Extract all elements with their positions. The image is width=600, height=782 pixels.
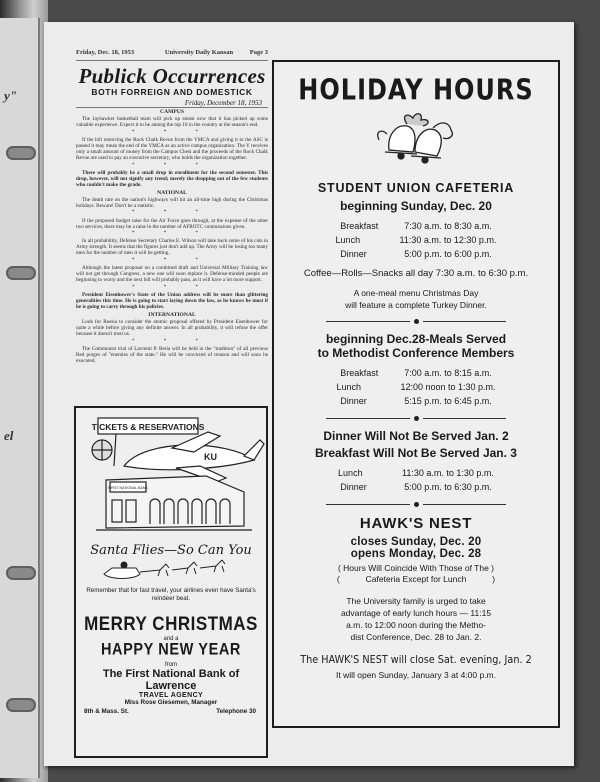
column-separator: * * * <box>132 162 212 168</box>
ad-travel-agency: TRAVEL AGENCY <box>138 692 204 699</box>
meal-time: 5:15 p.m. to 6:45 p.m. <box>404 396 492 406</box>
meal-label: Lunch <box>338 468 363 478</box>
holiday-hours-box <box>272 60 560 728</box>
cafeteria-meal-list <box>274 219 558 261</box>
ad-manager: Miss Rose Giesemen, Manager <box>124 699 218 706</box>
column-separator: * * * <box>132 231 212 237</box>
ad-slogan: Santa Flies—So Can You <box>90 543 252 558</box>
section-divider <box>326 502 506 507</box>
meal-row <box>274 466 558 480</box>
january-meal-list <box>274 466 558 494</box>
page-header <box>76 49 268 56</box>
column-paragraph: Look for Russia to consider the atomic proposal offered by President Eisenhower for quite a while before giving any definite answer. In all probability, it will refuse the offer because it doesn't trust us. <box>76 318 268 338</box>
column-paragraph: President Eisenhower's State of the Union address will be more than glittering generalities this time. He is going to start laying down the law, as he knows he must if he is going to carry through his policies. <box>76 292 268 311</box>
hawks-nest-opens: opens Monday, Dec. 28 <box>350 548 482 560</box>
binder-ring <box>6 566 36 580</box>
coffee-rolls-snacks: Coffee—Rolls—Snacks all day 7:30 a.m. to 6:30 p.m. <box>303 268 529 279</box>
column-paragraph: The death rate on the nation's highways will hit an all-time high during the Christmas holidays. Beware! Don't be a statistic. <box>76 196 268 209</box>
meal-label: Dinner <box>340 249 367 259</box>
jan-breakfast-notice: Breakfast Will Not Be Served Jan. 3 <box>315 446 517 460</box>
meal-time: 7:00 a.m. to 8:15 a.m. <box>404 368 492 378</box>
ad-footer <box>76 706 266 715</box>
meal-time: 11:30 a.m. to 1:30 p.m. <box>402 468 494 478</box>
meal-row <box>274 233 558 247</box>
meal-label: Lunch <box>336 382 361 392</box>
column-paragraph: Although the latest proposal on a combined draft and Universal Military Training law will not get through Congress, a new one will soon replace it. Defense-minded people are beginning to worry and the next bill will probably pass, as it will have a lot more support. <box>76 265 268 284</box>
meal-row <box>274 219 558 233</box>
section-divider <box>326 319 506 324</box>
ad-and-a: and a <box>163 636 179 642</box>
column-separator: * * * <box>132 129 212 135</box>
binder-ring <box>6 698 36 712</box>
meal-label: Breakfast <box>340 221 379 231</box>
column-subtitle: BOTH FORREIGN AND DOMESTICK <box>91 87 253 97</box>
ad-bank-name: The First National Bank of Lawrence <box>102 668 240 692</box>
meal-row <box>274 394 558 408</box>
bank-advertisement <box>74 406 268 758</box>
column-masthead <box>76 60 268 108</box>
meal-time: 5:00 p.m. to 6:30 p.m. <box>404 482 492 492</box>
ad-from: from <box>165 662 177 668</box>
meal-time: 11:30 a.m. to 12:30 p.m. <box>399 235 497 245</box>
column-section-heading: INTERNATIONAL <box>148 311 196 318</box>
section-divider <box>326 416 506 421</box>
methodist-meal-list <box>274 366 558 408</box>
meal-row <box>274 480 558 494</box>
adjacent-page-edge <box>0 18 40 778</box>
column-paragraph: The Jayhawker basketball team will pick up steam now that it has picked up some valuable experience. Expect it to be among the top 10 in the country at the season's end. <box>76 116 268 129</box>
binder-ring <box>6 266 36 280</box>
plane-bank-illustration <box>76 408 266 536</box>
methodist-line2: to Methodist Conference Members <box>317 346 515 360</box>
meal-time: 5:00 p.m. to 6:00 p.m. <box>404 249 492 259</box>
column-body <box>76 109 268 364</box>
column-paragraph: There will probably be a small drop in enrollment for the second semester. This drop, however, will not signify any trend; merely the dropping out of the few students who couldn't make the grade. <box>76 169 268 189</box>
sign-text: TICKETS & RESERVATIONS <box>91 422 205 432</box>
cafeteria-heading: STUDENT UNION CAFETERIA <box>317 181 515 195</box>
christmas-note-line1: A one-meal menu Christmas Day <box>353 288 479 298</box>
column-separator: * * * <box>132 284 212 290</box>
meal-label: Dinner <box>340 482 367 492</box>
bells-icon <box>371 110 461 168</box>
meal-label: Dinner <box>340 396 367 406</box>
column-title: Publick Occurrences <box>78 64 266 88</box>
early-lunch-note <box>274 595 558 643</box>
column-paragraph: In all probability, Defense Secretary Charles E. Wilson will take back some of his cuts in Army strength. It seems that the figures just don't add up. The Army will be losing too many men for the number of men it will be getting. <box>76 238 268 257</box>
column-section-heading: CAMPUS <box>160 109 184 115</box>
early-lunch-line: advantage of early lunch hours — 11:15 <box>340 608 492 618</box>
meal-row <box>274 380 558 394</box>
early-lunch-line: a.m. to 12:00 noon during the Metho- <box>346 620 486 630</box>
column-paragraph: The Communist trial of Lavrenti P. Beria will be held in the "tradition" of all previous Red purges of "enemies of the state." He will be convicted of treason and will soon be executed. <box>76 345 268 364</box>
early-lunch-line: dist Conference, Dec. 28 to Jan. 2. <box>350 632 482 642</box>
christmas-note-line2: will feature a complete Turkey Dinner. <box>345 300 487 310</box>
column-separator: * * * <box>132 258 212 264</box>
hawks-nest-paren-line2: ( Cafeteria Except for Lunch ) <box>336 574 496 584</box>
hawks-nest-heading: HAWK'S NEST <box>359 515 473 532</box>
ad-merry-christmas: MERRY CHRISTMAS <box>84 612 258 635</box>
meal-row <box>274 247 558 261</box>
header-page: Page 3 <box>249 49 268 56</box>
header-date: Friday, Dec. 18, 1953 <box>76 49 135 56</box>
meal-time: 7:30 a.m. to 8:30 a.m. <box>404 221 492 231</box>
column-section-heading: NATIONAL <box>157 189 187 196</box>
hawks-nest-closes: closes Sunday, Dec. 20 <box>350 536 482 548</box>
binder-ring <box>6 146 36 160</box>
plane-logo: KU <box>204 452 217 462</box>
hawks-nest-reopen: It will open Sunday, January 3 at 4:00 p.m. <box>335 670 497 680</box>
column-publick-occurrences <box>76 60 268 405</box>
ad-phone: Telephone 30 <box>216 708 256 715</box>
building-sign: FIRST NATIONAL BANK <box>108 486 148 490</box>
ad-address: 8th & Mass. St. <box>84 708 129 715</box>
column-dateline: Friday, December 18, 1953 <box>184 99 262 107</box>
meal-label: Lunch <box>335 235 361 245</box>
hawks-nest-close-sat: The HAWK'S NEST will close Sat. evening, Jan. 2 <box>300 654 532 666</box>
meal-label: Breakfast <box>340 368 379 378</box>
meal-row <box>274 366 558 380</box>
sleigh-illustration <box>76 558 266 582</box>
edge-text: el <box>4 428 14 443</box>
column-paragraph: If the proposed budget raise for the Air Force goes through, at the expense of the other two services, there may be a raise in the number of AFROTC commissions given. <box>76 217 268 230</box>
jan-dinner-notice: Dinner Will Not Be Served Jan. 2 <box>323 429 509 443</box>
ad-happy-new-year: HAPPY NEW YEAR <box>100 640 241 660</box>
early-lunch-line: The University family is urged to take <box>346 596 486 606</box>
methodist-line1: beginning Dec.28-Meals Served <box>325 332 507 346</box>
cafeteria-start: beginning Sunday, Dec. 20 <box>340 199 492 213</box>
column-separator: * * * <box>132 210 212 216</box>
hawks-nest-paren-line1: ( Hours Will Coincide With Those of The ) <box>337 563 495 573</box>
meal-time: 12:00 noon to 1:30 p.m. <box>400 382 496 392</box>
holiday-title: HOLIDAY HOURS <box>298 73 534 107</box>
column-separator: * * * <box>132 338 212 344</box>
header-paper: University Daily Kansan <box>164 49 234 56</box>
edge-text: y" <box>4 88 17 103</box>
ad-tagline: Remember that for fast travel, your airlines even have Santa's reindeer beat. <box>86 587 256 602</box>
column-paragraph: If the bill removing the Rock Chalk Revue from the YMCA and giving it to the ASC is passed it may mean the end of the YMCA as an active campus organization. The Y receives only a small amount of money from the Campus Chest and the proceeds of the Rock Chalk Revue are used to pay an executive secretary, who holds the organization together. <box>76 136 268 162</box>
